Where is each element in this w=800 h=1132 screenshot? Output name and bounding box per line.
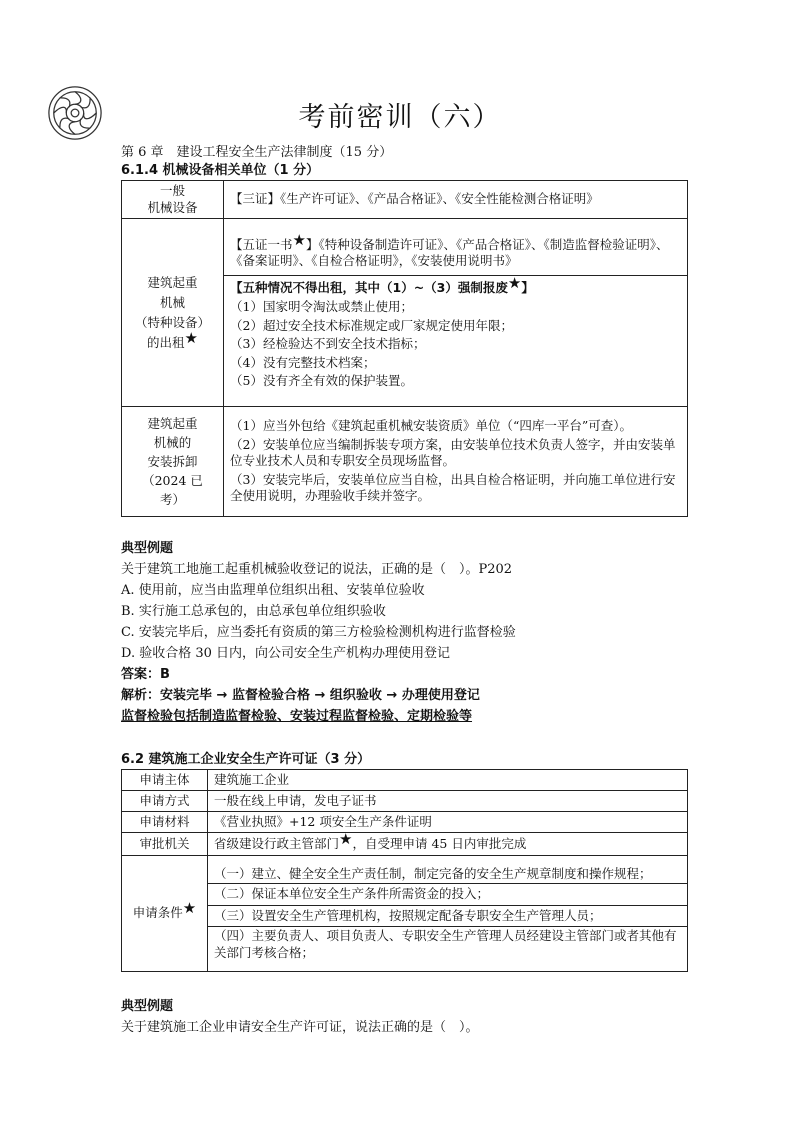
example-block [121, 538, 701, 727]
table-row [122, 791, 688, 812]
option-b: B. 实行施工总承包的，由总承包单位组织验收 [121, 604, 386, 619]
table-row [122, 181, 688, 219]
list-item: （2）超过安全技术标准规定或厂家规定使用年限； [230, 317, 513, 333]
option-d: D. 验收合格 30 日内，向公司安全生产机构办理使用登记 [121, 646, 451, 661]
list-item: （2）安装单位应当编制拆装专项方案，由安装单位技术负责人签字，并由安装单位专业技术人员和专职安全员现场监督。 [230, 436, 676, 469]
row-content: 【三证】《生产许可证》、《产品合格证》、《安全性能检测合格证明》 [224, 181, 688, 219]
list-item: （5）没有齐全有效的保护装置。 [230, 373, 413, 388]
row-value: 建筑施工企业 [208, 770, 688, 791]
row-label: 审批机关 [122, 833, 208, 856]
list-item: （四）主要负责人、项目负责人、专职安全生产管理人员经建设主管部门或者其他有关部门考核合格； [214, 928, 677, 960]
list-item: （三）设置安全生产管理机构，按照规定配备专职安全生产管理人员； [208, 906, 687, 928]
row-label: 申请材料 [122, 812, 208, 833]
row-content: 【五证一书★】《特种设备制造许可证》、《产品合格证》、《制造监督检验证明》、《备案证明》、《自检合格证明》，《安装使用说明书》 【五种情况不得出租，其中（1）~（3）强制报废★】 （1）国家明令淘汰或禁止使用； （2）超过安全技术标准规定或厂家规定使用年限； （3）经检验达不到安全技术指标； （4）没有完整技术档案； （5）没有齐全有效的保护装置。 [224, 219, 688, 407]
table-row [122, 219, 688, 407]
list-item: （4）没有完整技术档案； [230, 354, 376, 370]
row-header: 建筑起重 机械的 安装拆卸 （2024 已 考） [122, 407, 224, 517]
star-icon: ★ [339, 829, 353, 848]
section-heading: 6.1.4 机械设备相关单位（1 分） [121, 163, 320, 178]
list-item: （一）建立、健全安全生产责任制，制定完备的安全生产规章制度和操作规程； [208, 865, 687, 885]
star-icon: ★ [292, 230, 306, 249]
row-label: 申请方式 [122, 791, 208, 812]
question-text: 关于建筑工地施工起重机械验收登记的说法，正确的是（ ）。P202 [121, 562, 513, 577]
question-text: 关于建筑施工企业申请安全生产许可证，说法正确的是（ ）。 [121, 1020, 479, 1035]
permit-table [121, 769, 688, 972]
star-icon: ★ [182, 899, 197, 918]
answer-text: 答案：B [121, 667, 170, 682]
row-label: 申请条件★ [122, 856, 208, 972]
list-item: （二）保证本单位安全生产条件所需资金的投入； [208, 884, 687, 906]
list-item: （1）应当外包给《建筑起重机械安装资质》单位（“四库一平台”可查）。 [230, 418, 632, 434]
example-block [121, 996, 701, 1038]
row-value: 《营业执照》+12 项安全生产条件证明 [208, 812, 688, 833]
row-header: 建筑起重 机械 （特种设备） 的出租★ [122, 219, 224, 407]
table-row [122, 407, 688, 517]
row-value [208, 856, 688, 972]
row-value: 一般在线上申请，发电子证书 [208, 791, 688, 812]
analysis-note: 监督检验包括制造监督检验、安装过程监督检验、定期检验等 [121, 709, 473, 724]
option-c: C. 安装完毕后，应当委托有资质的第三方检验检测机构进行监督检验 [121, 625, 516, 640]
table-row [122, 770, 688, 791]
analysis-text: 解析：安装完毕 → 监督检验合格 → 组织验收 → 办理使用登记 [121, 688, 480, 703]
row-header: 一般 机械设备 [122, 181, 224, 219]
table-row [122, 856, 688, 972]
row-value: 省级建设行政主管部门★，自受理申请 45 日内审批完成 [208, 833, 688, 856]
section-heading: 6.2 建筑施工企业安全生产许可证（3 分） [121, 752, 371, 767]
list-item: （3）安装完毕后，安装单位应当自检，出具自检合格证明，并向施工单位进行安全使用说明，办理验收手续并签字。 [230, 471, 676, 504]
table-row [122, 833, 688, 856]
page-title: 考前密训（六） [298, 102, 502, 133]
chapter-heading: 第 6 章 建设工程安全生产法律制度（15 分） [121, 145, 393, 160]
row-label: 申请主体 [122, 770, 208, 791]
table-row [122, 812, 688, 833]
option-a: A. 使用前，应当由监理单位组织出租、安装单位验收 [121, 583, 425, 598]
row-content [224, 407, 688, 517]
star-icon: ★ [184, 328, 198, 347]
star-icon: ★ [507, 273, 522, 292]
example-label: 典型例题 [121, 999, 174, 1014]
machinery-table [121, 180, 688, 517]
list-item: （3）经检验达不到安全技术指标； [230, 336, 426, 351]
example-label: 典型例题 [121, 541, 174, 556]
list-item: （1）国家明令淘汰或禁止使用； [230, 299, 413, 314]
